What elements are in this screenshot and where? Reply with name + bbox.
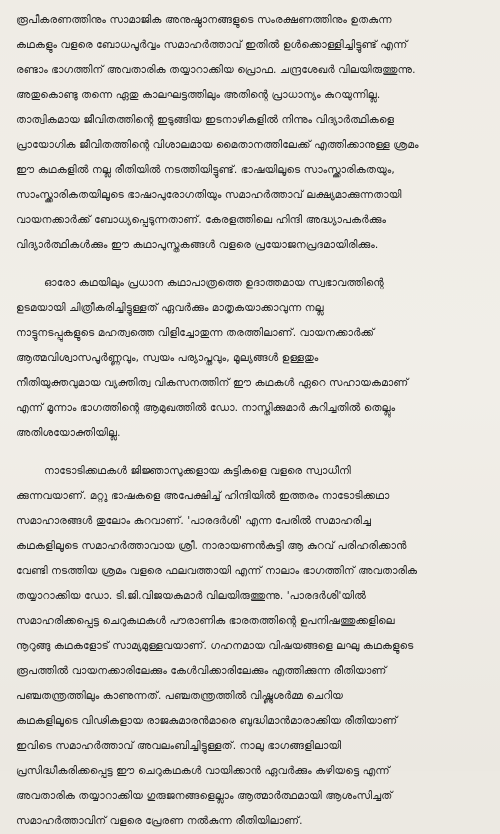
text-line: പഞ്ചതന്ത്രത്തിലും കാണുന്നത്. പഞ്ചതന്ത്രത്തിൽ വിഷ്ണുശർമ്മ ചെറിയ bbox=[16, 690, 344, 702]
text-line: രണ്ടാം ഭാഗത്തിന് അവതാരിക തയ്യാറാക്കിയ പ്രൊഫ. ചന്ദ്രശേഖർ വിലയിരുത്തുന്നു. bbox=[16, 64, 416, 76]
text-line: നാട്ടുനടപ്പുകളുടെ മഹത്വത്തെ വിളിച്ചോതുന്ന തരത്തിലാണ്. വായനക്കാർക്ക് bbox=[16, 327, 375, 339]
text-line: സാംസ്ക്കാരികതയിലൂടെ ഭാഷാപുരോഗതിയും സമാഹർത്താവ് ലക്ഷ്യമാക്കുന്നതായി bbox=[16, 189, 402, 201]
text-line: സമാഹരിക്കപ്പെട്ട ചെറുകഥകൾ പൗരാണിക ഭാരതത്തിന്റെ ഉപനിഷത്തുക്കളിലെ bbox=[16, 615, 395, 627]
text-line: പ്രസിദ്ധീകരിക്കപ്പെട്ട ഈ ചെറുകഥകൾ വായിക്കാൻ ഏവർക്കും കഴിയട്ടെ എന്ന് bbox=[16, 765, 390, 777]
paragraph-spacer bbox=[16, 258, 486, 271]
text-line: വിദ്യാർത്ഥികൾക്കും ഈ കഥാപുസ്തകങ്ങൾ വളരെ പ്രയോജനപ്രദമായിരിക്കും. bbox=[16, 239, 379, 251]
paragraph-2 bbox=[16, 271, 486, 446]
text-line: അതുകൊണ്ടു തന്നെ ഏതു കാലഘട്ടത്തിലും അതിന്റെ പ്രാധാന്യം കുറയുന്നില്ല. bbox=[16, 89, 381, 101]
text-line: രൂപീകരണത്തിനും സാമാജിക അനുഷ്ഠാനങ്ങളുടെ സംരക്ഷണത്തിനും ഉതകുന്ന bbox=[16, 14, 392, 26]
paragraph-1 bbox=[16, 8, 486, 258]
text-line: എന്ന് മൂന്നാം ഭാഗത്തിന്റെ ആമുഖത്തിൽ ഡോ. നാസ്തിക്കുമാർ കുറിച്ചതിൽ തെല്ലും bbox=[16, 402, 396, 414]
text-line: വേണ്ടി നടത്തിയ ശ്രമം വളരെ ഫലവത്തായി എന്ന് നാലാം ഭാഗത്തിന് അവതാരിക bbox=[16, 565, 418, 577]
text-line: താത്വികമായ ജീവിതത്തിന്റെ ഇടുങ്ങിയ ഇടനാഴികളിൽ നിന്നും വിദ്യാർത്ഥികളെ bbox=[16, 114, 395, 126]
paragraph-spacer bbox=[16, 446, 486, 459]
text-line: പ്രായോഗിക ജീവിതത്തിന്റെ വിശാലമായ മൈതാനത്തിലേക്ക് എത്തിക്കാനുള്ള ശ്രമം bbox=[16, 139, 419, 151]
text-line: രൂപത്തിൽ വായനക്കാരിലേക്കും കേൾവിക്കാരിലേക്കും എത്തിക്കുന്ന രീതിയാണ് bbox=[16, 665, 387, 677]
text-line: കഥകളിലൂടെ വിഢികളായ രാജകുമാരൻമാരെ ബുദ്ധിമാൻമാരാക്കിയ രീതിയാണ് bbox=[16, 715, 398, 727]
text-line: ഓരോ കഥയിലും പ്രധാന കഥാപാത്രത്തെ ഉദാത്തമായ സ്വഭാവത്തിന്റെ bbox=[44, 277, 384, 289]
text-line: ഉടമയായി ചിത്രീകരിച്ചിട്ടുള്ളത് ഏവർക്കും മാതൃകയാക്കാവുന്ന നല്ല bbox=[16, 302, 324, 314]
text-line: നൂറുങ്ങു കഥകളോട് സാമ്യമുള്ളവയാണ്. ഗഹനമായ വിഷയങ്ങളെ ലഘു കഥകളുടെ bbox=[16, 640, 414, 652]
paragraph-3 bbox=[16, 459, 486, 834]
text-line: ഇവിടെ സമാഹർത്താവ് അവലംബിച്ചിട്ടുള്ളത്. നാലു ഭാഗങ്ങളിലായി bbox=[16, 740, 342, 752]
text-line: ഈ കഥകളിൽ നല്ല രീതിയിൽ നടത്തിയിട്ടുണ്ട്. ഭാഷയിലൂടെ സാംസ്ക്കാരികതയും, bbox=[16, 164, 395, 176]
text-line: സമാഹർത്താവിന് വളരെ പ്രേരണ നൽകുന്ന രീതിയിലാണ്. bbox=[16, 815, 303, 827]
text-line: കഥകളും വളരെ ബോധപൂർവ്വം സമാഹർത്താവ് ഇതിൽ ഉൾക്കൊള്ളിച്ചിട്ടുണ്ട് എന്ന് bbox=[16, 39, 408, 51]
text-line: കഥകളിലൂടെ സമാഹർത്താവായ ശ്രീ. നാരായണൻകുട്ടി ആ കുറവ് പരിഹരിക്കാൻ bbox=[16, 540, 407, 552]
text-line: ക്കുന്നവയാണ്. മറ്റു ഭാഷകളെ അപേക്ഷിച്ച് ഹിന്ദിയിൽ ഇത്തരം നാടോടിക്കഥാ bbox=[16, 490, 390, 502]
text-line: നാടോടിക്കഥകൾ ജിജ്ഞാസുക്കളായ കുട്ടികളെ വളരെ സ്വാധീനി bbox=[44, 465, 351, 477]
text-line: സമാഹാരങ്ങൾ തുലോം കുറവാണ്. 'പാരദർശി' എന്ന പേരിൽ സമാഹരിച്ച bbox=[16, 515, 372, 527]
text-line: തയ്യാറാക്കിയ ഡോ. ടി.ജി.വിജയകുമാർ വിലയിരുത്തുന്നു. 'പാരദർശി'യിൽ bbox=[16, 590, 367, 602]
text-line: നീതിയുക്തവുമായ വ്യക്തിത്വ വികസനത്തിന് ഈ കഥകൾ ഏറെ സഹായകമാണ് bbox=[16, 377, 409, 389]
text-line: അതിശയോക്തിയില്ല. bbox=[16, 427, 121, 439]
text-line: അവതാരിക തയ്യാറാക്കിയ ഗുരുജനങ്ങളെല്ലാം ആത്മാർത്ഥമായി ആശംസിച്ചത് bbox=[16, 790, 393, 802]
text-line: ആത്മവിശ്വാസപൂർണ്ണവും, സ്വയം പര്യാപ്തവും, മൂല്യങ്ങൾ ഉള്ളതും bbox=[16, 352, 319, 364]
text-line: വായനക്കാർക്ക് ബോധ്യപ്പെടുന്നതാണ്. കേരളത്തിലെ ഹിന്ദി അദ്ധ്യാപകർക്കും bbox=[16, 214, 387, 226]
